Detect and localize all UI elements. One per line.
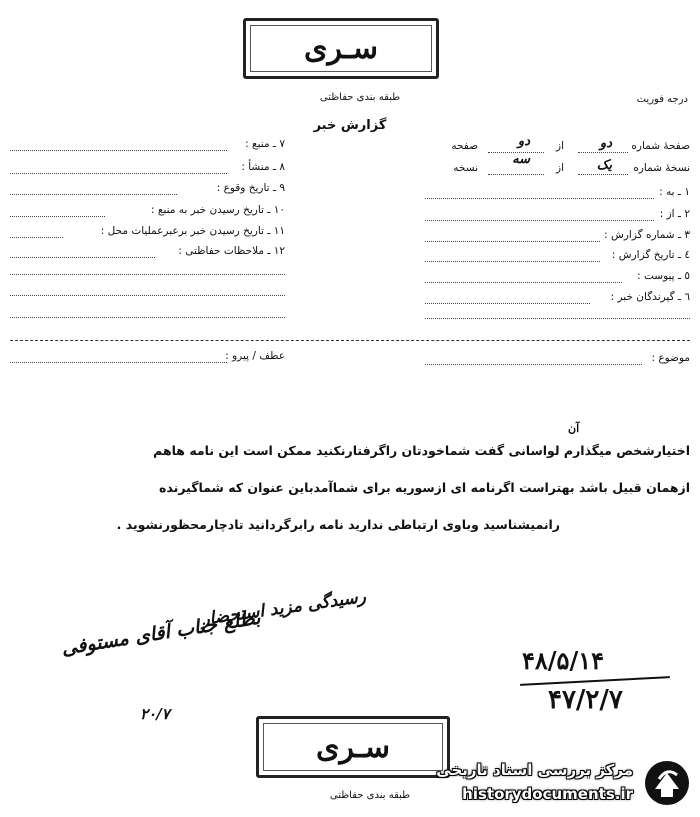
page-number-row [420, 134, 690, 156]
subject-dots [425, 364, 642, 365]
form-field-recipients [425, 291, 690, 307]
secret-stamp-top [243, 18, 439, 79]
field-label: ٤ ـ تاریخ گزارش : [611, 249, 690, 261]
form-field-occurrence-date [10, 182, 285, 198]
watermark [425, 755, 695, 813]
field-dots [10, 237, 63, 238]
page-number-dots [578, 152, 628, 153]
copy-number-label: نسخهٔ شماره [633, 162, 690, 174]
field-dots [10, 216, 105, 217]
recipients-extra-dots [425, 318, 690, 319]
field-dots [425, 303, 590, 304]
field-label: ۱۲ ـ ملاحظات حفاظتی : [178, 245, 285, 257]
report-title: گزارش خبر [313, 118, 387, 133]
notes-extra-dots-2 [10, 295, 285, 296]
field-dots [425, 241, 600, 242]
watermark-title: مرکز بررسی اسناد تاریخی [436, 761, 633, 779]
page-unit-label: صفحه [451, 140, 478, 152]
form-field-to [425, 186, 690, 202]
field-dots [425, 261, 600, 262]
secret-stamp-text: سـرى [316, 729, 390, 765]
notes-extra-dots-1 [10, 274, 285, 275]
form-field-security-notes [10, 245, 285, 261]
field-label: ۱ ـ به : [659, 186, 690, 198]
copy-number-handwritten: یک [596, 158, 612, 173]
copy-of-label: از [556, 162, 564, 174]
header-divider [10, 340, 690, 341]
handwritten-date-1: ۴۸/۵/۱۴ [522, 646, 604, 675]
form-field-report-number [425, 229, 690, 245]
field-dots [425, 220, 654, 221]
body-line-1: اختیارشخص میگذارم لواسانی گفت شماخودتان راگرفتارنکنید ممکن است این نامه هاهم [153, 443, 690, 458]
form-field-attachment [425, 270, 690, 286]
handwritten-note-mark: ۲۰/۷ [140, 705, 170, 723]
field-dots [10, 194, 177, 195]
field-label: ۱۰ ـ تاریخ رسیدن خبر به منبع : [151, 204, 285, 216]
secret-stamp-text: سـرى [304, 31, 378, 66]
form-field-from [425, 208, 690, 224]
field-dots [425, 282, 622, 283]
handwritten-note-line-2: رسیدگی مزید استحضار [200, 586, 368, 630]
form-field-origin [10, 161, 285, 177]
field-label: ٥ ـ پیوست : [637, 270, 690, 282]
form-field-date-received-source [10, 204, 285, 220]
field-dots [10, 257, 155, 258]
urgency-label: درجه فوریت [636, 94, 688, 105]
field-label: ۹ ـ تاریخ وقوع : [216, 182, 285, 194]
reference-label: عطف / پیرو : [225, 350, 285, 362]
notes-extra-dots-3 [10, 317, 285, 318]
field-dots [10, 150, 227, 151]
body-superscript: آن [568, 422, 580, 435]
book-arrow-logo-icon [643, 759, 691, 807]
field-label: ۳ ـ شماره گزارش : [604, 229, 690, 241]
page-of-label: از [556, 140, 564, 152]
form-field-report-date [425, 249, 690, 265]
field-label: ۲ ـ از : [659, 208, 690, 220]
secret-stamp-bottom [256, 716, 450, 778]
field-label: ۸ ـ منشأ : [241, 161, 285, 173]
copy-number-row [420, 152, 690, 178]
field-label: ۷ ـ منبع : [245, 138, 285, 150]
field-dots [425, 198, 654, 199]
handwritten-date-2: ۴۷/۲/۷ [548, 685, 623, 715]
watermark-url: historydocuments.ir [462, 785, 633, 803]
page-number-label: صفحهٔ شماره [631, 140, 690, 152]
body-line-3: رانمیشناسید وباوی ارتباطی ندارید نامه رابرگردانید تادچارمحظورنشوید . [116, 517, 560, 532]
page-total-handwritten: دو [517, 134, 530, 149]
body-line-2: ازهمان قبیل باشد بهتراست اگرنامه ای ازسوریه برای شماآمدباین عنوان که شماگیرنده [159, 480, 690, 495]
classification-caption-bottom: طبقه بندی حفاظتی [329, 790, 411, 801]
copy-unit-label: نسخه [453, 162, 478, 174]
subject-label: موضوع : [651, 352, 690, 364]
reference-field [10, 350, 285, 366]
field-label: ۱۱ ـ تاریخ رسیدن خبر برعبرعملیات محل : [100, 225, 285, 237]
form-field-source [10, 138, 285, 154]
copy-total-handwritten: سه [512, 152, 530, 167]
field-label: ٦ ـ گیرندگان خبر : [610, 291, 690, 303]
reference-dots [10, 362, 227, 363]
page-number-handwritten: دو [599, 136, 612, 151]
subject-field [425, 352, 690, 368]
handwritten-note-line-1: بطلع جناب آقای مستوفی [60, 606, 262, 660]
copy-total-dots [488, 174, 544, 175]
form-field-date-received-local [10, 225, 285, 241]
copy-number-dots [578, 174, 628, 175]
field-dots [10, 173, 227, 174]
classification-caption: طبقه بندی حفاظتی [319, 92, 401, 103]
